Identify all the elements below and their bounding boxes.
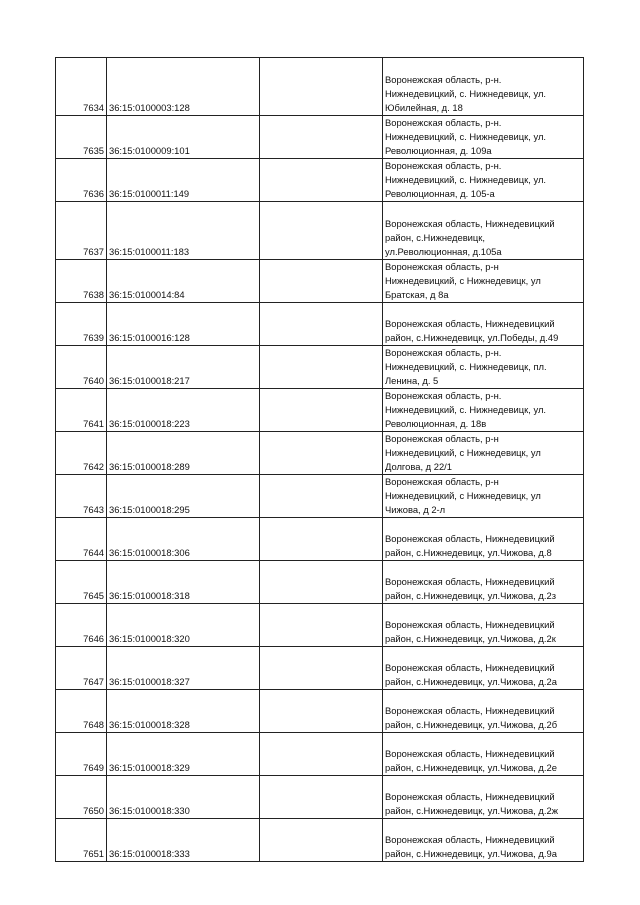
row-number: 7636 bbox=[56, 159, 107, 202]
cadastral-number: 36:15:0100018:320 bbox=[107, 604, 260, 647]
row-number: 7637 bbox=[56, 202, 107, 260]
address-cell: Воронежская область, р-н. Нижнедевицкий, с. Нижнедевицк, ул. Юбилейная, д. 18 bbox=[383, 58, 584, 116]
row-number: 7644 bbox=[56, 518, 107, 561]
cadastral-number: 36:15:0100016:128 bbox=[107, 303, 260, 346]
address-cell: Воронежская область, Нижнедевицкий район, с.Нижнедевицк, ул.Чижова, д.9а bbox=[383, 819, 584, 862]
table-row bbox=[56, 346, 584, 389]
blank-cell bbox=[260, 432, 383, 475]
row-number: 7649 bbox=[56, 733, 107, 776]
address-cell: Воронежская область, р-н Нижнедевицкий, с Нижнедевицк, ул Чижова, д 2-л bbox=[383, 475, 584, 518]
table-row bbox=[56, 159, 584, 202]
blank-cell bbox=[260, 819, 383, 862]
registry-body bbox=[56, 58, 584, 862]
address-cell: Воронежская область, Нижнедевицкий район, с.Нижнедевицк, ул.Чижова, д.2к bbox=[383, 604, 584, 647]
row-number: 7638 bbox=[56, 260, 107, 303]
cadastral-number: 36:15:0100018:295 bbox=[107, 475, 260, 518]
table-row bbox=[56, 647, 584, 690]
cadastral-number: 36:15:0100009:101 bbox=[107, 116, 260, 159]
address-cell: Воронежская область, Нижнедевицкий район, с.Нижнедевицк, ул.Чижова, д.8 bbox=[383, 518, 584, 561]
blank-cell bbox=[260, 647, 383, 690]
address-cell: Воронежская область, р-н. Нижнедевицкий, с. Нижнедевицк, ул. Революционная, д. 105-а bbox=[383, 159, 584, 202]
table-row bbox=[56, 432, 584, 475]
address-cell: Воронежская область, р-н Нижнедевицкий, с Нижнедевицк, ул Братская, д 8а bbox=[383, 260, 584, 303]
row-number: 7639 bbox=[56, 303, 107, 346]
table-row bbox=[56, 518, 584, 561]
row-number: 7645 bbox=[56, 561, 107, 604]
row-number: 7647 bbox=[56, 647, 107, 690]
blank-cell bbox=[260, 518, 383, 561]
row-number: 7646 bbox=[56, 604, 107, 647]
address-cell: Воронежская область, Нижнедевицкий район, с.Нижнедевицк, ул.Чижова, д.2з bbox=[383, 561, 584, 604]
cadastral-number: 36:15:0100011:149 bbox=[107, 159, 260, 202]
address-cell: Воронежская область, Нижнедевицкий район, с.Нижнедевицк, ул.Революционная, д.105а bbox=[383, 202, 584, 260]
cadastral-number: 36:15:0100018:327 bbox=[107, 647, 260, 690]
blank-cell bbox=[260, 159, 383, 202]
row-number: 7642 bbox=[56, 432, 107, 475]
blank-cell bbox=[260, 733, 383, 776]
blank-cell bbox=[260, 604, 383, 647]
cadastral-number: 36:15:0100018:333 bbox=[107, 819, 260, 862]
blank-cell bbox=[260, 475, 383, 518]
address-cell: Воронежская область, р-н. Нижнедевицкий, с. Нижнедевицк, ул. Революционная, д. 18в bbox=[383, 389, 584, 432]
row-number: 7640 bbox=[56, 346, 107, 389]
cadastral-number: 36:15:0100018:217 bbox=[107, 346, 260, 389]
cadastral-number: 36:15:0100003:128 bbox=[107, 58, 260, 116]
blank-cell bbox=[260, 260, 383, 303]
table-row bbox=[56, 389, 584, 432]
address-cell: Воронежская область, Нижнедевицкий район, с.Нижнедевицк, ул.Чижова, д.2е bbox=[383, 733, 584, 776]
address-cell: Воронежская область, Нижнедевицкий район, с.Нижнедевицк, ул.Чижова, д.2ж bbox=[383, 776, 584, 819]
table-row bbox=[56, 776, 584, 819]
cadastral-number: 36:15:0100018:330 bbox=[107, 776, 260, 819]
blank-cell bbox=[260, 690, 383, 733]
cadastral-number: 36:15:0100018:223 bbox=[107, 389, 260, 432]
table-row bbox=[56, 561, 584, 604]
table-row bbox=[56, 690, 584, 733]
row-number: 7635 bbox=[56, 116, 107, 159]
blank-cell bbox=[260, 202, 383, 260]
address-cell: Воронежская область, р-н Нижнедевицкий, с Нижнедевицк, ул Долгова, д 22/1 bbox=[383, 432, 584, 475]
cadastral-number: 36:15:0100018:289 bbox=[107, 432, 260, 475]
blank-cell bbox=[260, 776, 383, 819]
property-registry-table bbox=[55, 57, 584, 862]
blank-cell bbox=[260, 561, 383, 604]
table-row bbox=[56, 303, 584, 346]
row-number: 7634 bbox=[56, 58, 107, 116]
table-row bbox=[56, 819, 584, 862]
address-cell: Воронежская область, Нижнедевицкий район, с.Нижнедевицк, ул.Чижова, д.2а bbox=[383, 647, 584, 690]
blank-cell bbox=[260, 303, 383, 346]
blank-cell bbox=[260, 58, 383, 116]
cadastral-number: 36:15:0100011:183 bbox=[107, 202, 260, 260]
row-number: 7648 bbox=[56, 690, 107, 733]
address-cell: Воронежская область, Нижнедевицкий район, с.Нижнедевицк, ул.Чижова, д.2б bbox=[383, 690, 584, 733]
blank-cell bbox=[260, 116, 383, 159]
address-cell: Воронежская область, Нижнедевицкий район, с.Нижнедевицк, ул.Победы, д.49 bbox=[383, 303, 584, 346]
cadastral-number: 36:15:0100018:318 bbox=[107, 561, 260, 604]
cadastral-number: 36:15:0100014:84 bbox=[107, 260, 260, 303]
table-row bbox=[56, 733, 584, 776]
table-row bbox=[56, 475, 584, 518]
blank-cell bbox=[260, 346, 383, 389]
cadastral-number: 36:15:0100018:306 bbox=[107, 518, 260, 561]
cadastral-number: 36:15:0100018:328 bbox=[107, 690, 260, 733]
table-row bbox=[56, 116, 584, 159]
blank-cell bbox=[260, 389, 383, 432]
row-number: 7650 bbox=[56, 776, 107, 819]
table-row bbox=[56, 604, 584, 647]
table-row bbox=[56, 260, 584, 303]
row-number: 7641 bbox=[56, 389, 107, 432]
address-cell: Воронежская область, р-н. Нижнедевицкий, с. Нижнедевицк, пл. Ленина, д. 5 bbox=[383, 346, 584, 389]
cadastral-number: 36:15:0100018:329 bbox=[107, 733, 260, 776]
table-row bbox=[56, 202, 584, 260]
table-row bbox=[56, 58, 584, 116]
row-number: 7643 bbox=[56, 475, 107, 518]
row-number: 7651 bbox=[56, 819, 107, 862]
address-cell: Воронежская область, р-н. Нижнедевицкий, с. Нижнедевицк, ул. Революционная, д. 109а bbox=[383, 116, 584, 159]
